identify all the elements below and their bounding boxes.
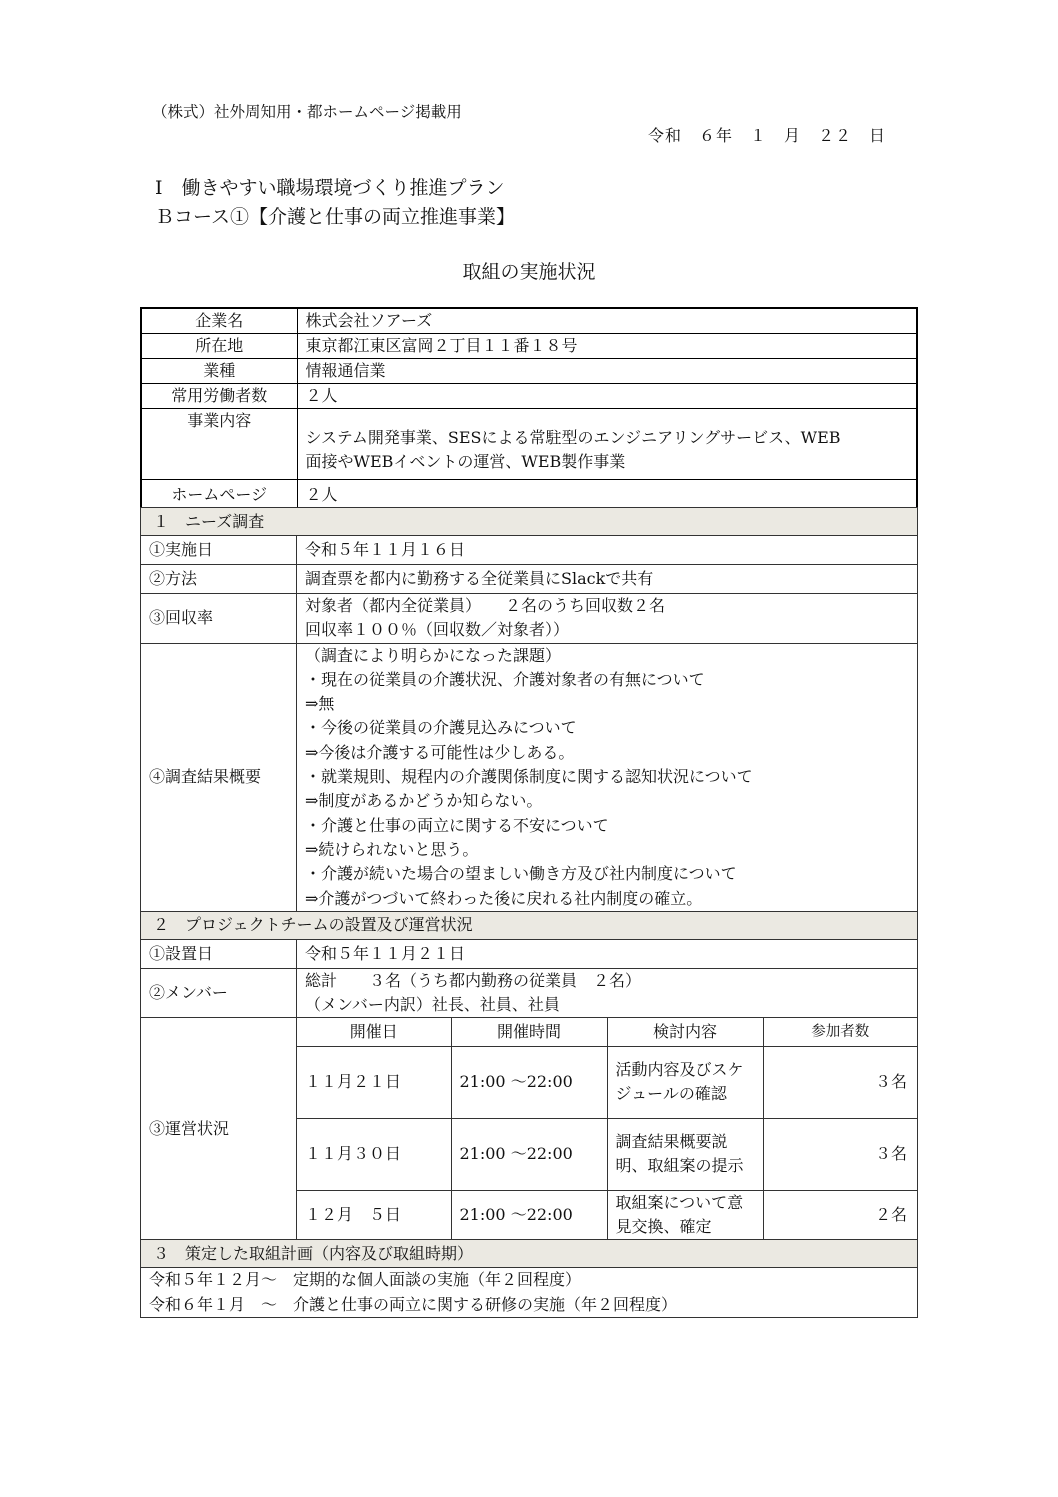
result-line: ⇒介護がつづいて終わった後に戻れる社内制度の確立。 [305,888,703,908]
ops-header-date: 開催日 [297,1018,451,1046]
row-label: 常用労働者数 [141,384,297,409]
row-label: 所在地 [141,334,297,359]
survey-method-row [141,565,918,594]
plan-row [141,1268,918,1318]
member-line: 総計 ３名（うち都内勤務の従業員 ２名） [305,970,642,990]
implementation-table [140,507,918,1318]
business-line: システム開発事業、SESによる常駐型のエンジニアリングサービス、WEB [305,428,841,447]
section-title-project-team: ２ プロジェクトチームの設置及び運営状況 [141,911,918,939]
result-line: ・就業規則、規程内の介護関係制度に関する認知状況について [305,767,753,787]
industry-row [141,359,917,384]
row-label: ②方法 [141,565,297,594]
collection-rate-value [297,594,918,644]
ops-content: 取組案について意見交換、確定 [607,1190,763,1239]
rate-line: 対象者（都内全従業員） ２名のうち回収数２名 [305,596,666,615]
member-line: （メンバー内訳）社長、社員、社員 [305,995,560,1015]
section-row [141,911,918,939]
ops-content: 調査結果概要説明、取組案の提示 [607,1118,763,1190]
section-title-needs-survey: １ ニーズ調査 [141,508,918,536]
company-name-value: 株式会社ソアーズ [297,308,917,334]
ops-row [297,1118,917,1190]
ops-header-time: 開催時間 [451,1018,607,1046]
plan-value [141,1268,918,1318]
row-label: ①設置日 [141,939,297,968]
result-line: ⇒今後は介護する可能性は少しある。 [305,742,575,762]
survey-date-value: 令和５年１１月１６日 [297,536,918,565]
row-label: 企業名 [141,308,297,334]
ops-content: 活動内容及びスケジュールの確認 [607,1046,763,1118]
members-value [297,968,918,1018]
address-row [141,334,917,359]
row-label: 事業内容 [141,409,297,480]
ops-header-content: 検討内容 [607,1018,763,1046]
result-line: ・介護が続いた場合の望ましい働き方及び社内制度について [305,864,737,884]
ops-row [297,1190,917,1239]
ops-date: １２月 ５日 [297,1190,451,1239]
rate-line: 回収率１００％（回収数／対象者）） [305,620,570,640]
section-heading: 取組の実施状況 [462,261,596,283]
plan-title: Ⅰ 働きやすい職場環境づくり推進プラン [155,177,505,199]
row-label: 業種 [141,359,297,384]
employee-count-row [141,384,917,409]
survey-method-value: 調査票を都内に勤務する全従業員にSlackで共有 [297,565,918,594]
ops-count: ３名 [763,1046,917,1118]
row-label: ③回収率 [141,594,297,644]
ops-date: １１月３０日 [297,1118,451,1190]
company-name-row [141,308,917,334]
business-row [141,409,917,480]
document-date: 令和 ６年 １ 月 ２２ 日 [648,126,887,145]
document-category: （株式）社外周知用・都ホームページ掲載用 [152,103,462,121]
result-line: （調査により明らかになった課題） [305,645,562,665]
operations-row [141,1018,918,1240]
company-info-table [140,307,918,512]
section-title-plan: ３ 策定した取組計画（内容及び取組時期） [141,1240,918,1268]
section-row [141,1240,918,1268]
homepage-value: ２人 [297,480,917,512]
ops-date: １１月２１日 [297,1046,451,1118]
row-label: ②メンバー [141,968,297,1018]
ops-header-row [297,1018,917,1046]
section-row [141,508,918,536]
row-label: ③運営状況 [141,1018,297,1240]
row-label: ④調査結果概要 [141,643,297,911]
business-value [297,409,917,480]
plan-line: 令和５年１２月～ 定期的な個人面談の実施（年２回程度） [149,1270,582,1290]
result-line: ・今後の従業員の介護見込みについて [305,718,577,738]
operations-table [297,1018,917,1239]
result-line: ⇒制度があるかどうか知らない。 [305,791,543,811]
industry-value: 情報通信業 [297,359,917,384]
ops-time: 21:00 ～22:00 [451,1190,607,1239]
collection-rate-row [141,594,918,644]
result-line: ・介護と仕事の両立に関する不安について [305,815,609,835]
result-line: ・現在の従業員の介護状況、介護対象者の有無について [305,669,705,689]
survey-date-row [141,536,918,565]
result-line: ⇒無 [305,694,335,714]
ops-count: ２名 [763,1190,917,1239]
ops-count: ３名 [763,1118,917,1190]
members-row [141,968,918,1018]
plan-line: 令和６年１月 ～ 介護と仕事の両立に関する研修の実施（年２回程度） [149,1294,678,1314]
row-label: ①実施日 [141,536,297,565]
ops-row [297,1046,917,1118]
survey-results-row [141,643,918,911]
ops-time: 21:00 ～22:00 [451,1046,607,1118]
operations-cell [297,1018,918,1240]
result-line: ⇒続けられないと思う。 [305,839,479,859]
setup-date-value: 令和５年１１月２１日 [297,939,918,968]
row-label: ホームページ [141,480,297,512]
setup-date-row [141,939,918,968]
business-line: 面接やWEBイベントの運営、WEB製作事業 [305,452,626,471]
address-value: 東京都江東区富岡２丁目１１番１８号 [297,334,917,359]
course-title: Ｂコース①【介護と仕事の両立推進事業】 [155,206,516,228]
ops-time: 21:00 ～22:00 [451,1118,607,1190]
employee-count-value: ２人 [297,384,917,409]
survey-results-value [297,643,918,911]
ops-header-count: 参加者数 [763,1018,917,1046]
